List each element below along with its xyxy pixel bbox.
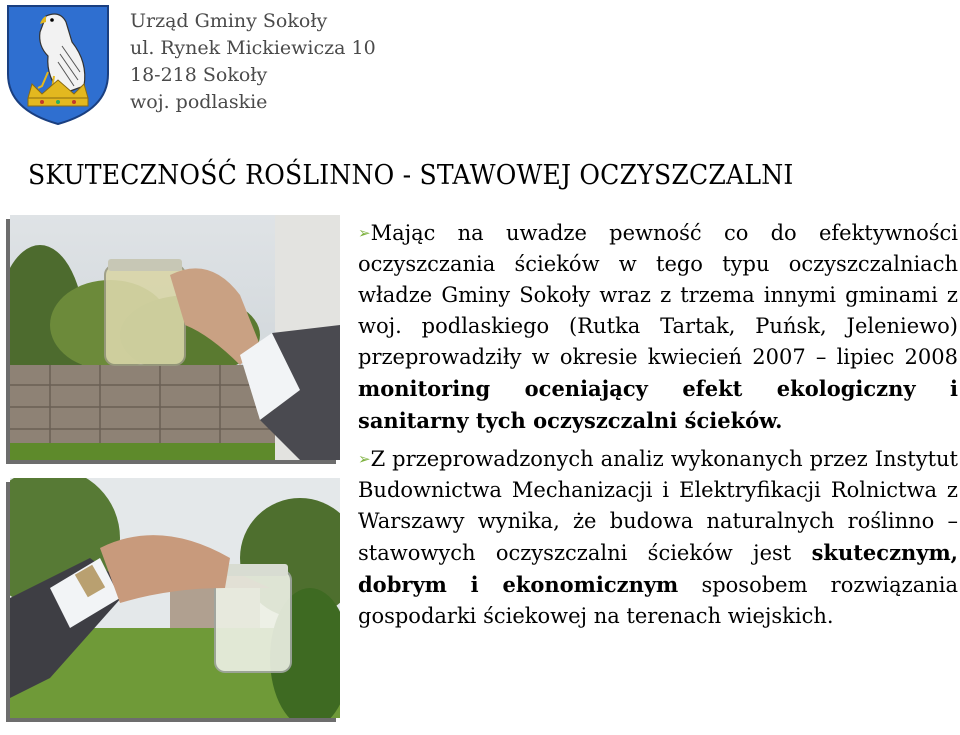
photo-water-sample-after <box>10 478 340 718</box>
paragraph-monitoring-bold: monitoring oceniający efekt ekologiczny i sanitarny tych oczyszczalni ścieków. <box>358 376 958 433</box>
office-street: ul. Rynek Mickiewicza 10 <box>130 37 376 59</box>
office-voivodeship: woj. podlaskie <box>130 91 268 113</box>
office-postcode: 18-218 Sokoły <box>130 64 268 86</box>
paragraph-monitoring-text: Mając na uwadze pewność co do efektywności oczyszczania ścieków w tego typu oczyszczalniach władze Gminy Sokoły wraz z trzema innymi gminami z woj. podlaskiego (Rutka Tartak, Puńsk, Jeleniewo) przeprowadziły w okresie kwiecień 2007 – lipiec 2008 <box>358 221 958 369</box>
office-name: Urząd Gminy Sokoły <box>130 10 328 32</box>
paragraph-monitoring <box>358 218 958 437</box>
description-text <box>358 218 958 632</box>
photo-water-sample-before <box>10 215 340 460</box>
bullet-arrow-icon: ➢ <box>358 224 371 242</box>
coat-of-arms-logo <box>2 2 114 126</box>
office-address <box>130 8 376 116</box>
paragraph-results <box>358 444 958 632</box>
bullet-arrow-icon: ➢ <box>358 450 371 468</box>
page-title: SKUTECZNOŚĆ ROŚLINNO - STAWOWEJ OCZYSZCZALNI <box>28 160 794 191</box>
paragraph-results-text: Z przeprowadzonych analiz wykonanych przez Instytut Budownictwa Mechanizacji i Elektryfikacji Rolnictwa z Warszawy wynika, że budowa naturalnych roślinno – stawowych oczyszczalni ścieków jest <box>358 447 958 565</box>
paragraph-results-bold: skutecznym, dobrym i ekonomicznym <box>358 540 958 597</box>
paragraph-results-ending: sposobem rozwiązania gospodarki ściekowej na terenach wiejskich. <box>358 573 958 628</box>
